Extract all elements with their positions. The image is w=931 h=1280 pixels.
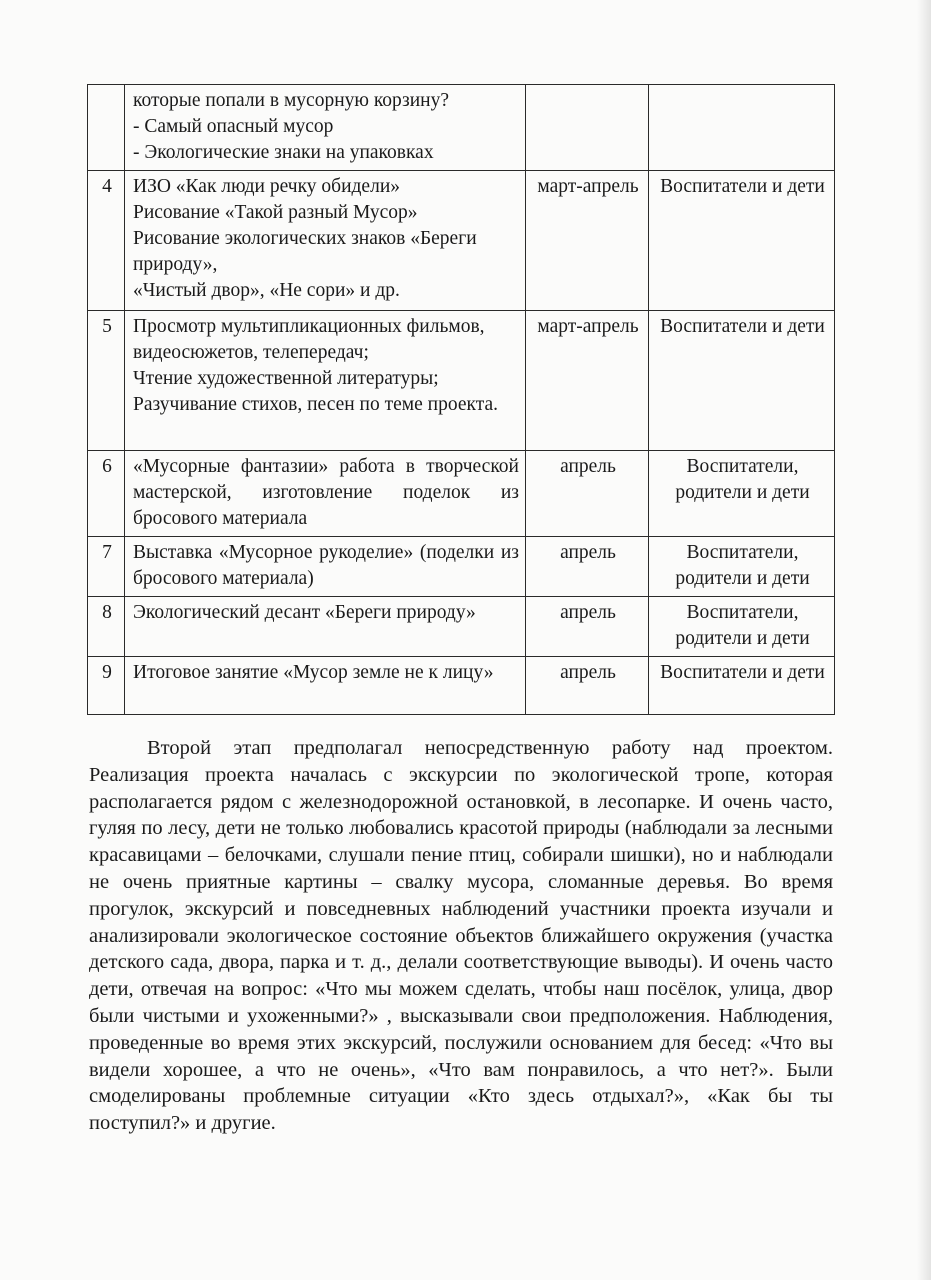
activity-line: Экологический десант «Береги природу» <box>133 602 476 623</box>
responsible-cell <box>649 85 835 171</box>
responsible-cell: Воспитатели и дети <box>649 657 835 715</box>
table-row <box>88 537 835 597</box>
responsible-cell: Воспитатели и дети <box>649 171 835 311</box>
date-cell: апрель <box>526 537 649 597</box>
date-cell: апрель <box>526 451 649 537</box>
activity-line: Разучивание стихов, песен по теме проекта. <box>133 394 498 415</box>
page-edge-shadow <box>917 0 931 1280</box>
row-number: 4 <box>88 171 125 311</box>
activity-cell <box>125 171 526 311</box>
responsible-cell: Воспитатели, родители и дети <box>649 597 835 657</box>
row-number <box>88 85 125 171</box>
row-number: 8 <box>88 597 125 657</box>
row-number: 9 <box>88 657 125 715</box>
activity-line: - Экологические знаки на упаковках <box>133 142 434 163</box>
table-row <box>88 171 835 311</box>
activity-line: ИЗО «Как люди речку обидели» <box>133 176 401 197</box>
activity-cell <box>125 597 526 657</box>
project-plan-table-body <box>88 85 835 715</box>
activity-line: Итоговое занятие «Мусор земле не к лицу» <box>133 662 494 683</box>
activity-line: Рисование «Такой разный Мусор» <box>133 202 418 223</box>
date-cell: апрель <box>526 597 649 657</box>
date-cell: апрель <box>526 657 649 715</box>
activity-line: Просмотр мультипликационных фильмов, видеосюжетов, телепередач; <box>133 316 485 363</box>
activity-cell <box>125 311 526 451</box>
activity-line: «Мусорные фантазии» работа в творческой мастерской, изготовление поделок из бросового материала <box>133 456 519 529</box>
responsible-cell: Воспитатели, родители и дети <box>649 537 835 597</box>
table-row <box>88 311 835 451</box>
responsible-cell: Воспитатели, родители и дети <box>649 451 835 537</box>
date-cell: март-апрель <box>526 311 649 451</box>
table-row <box>88 597 835 657</box>
row-number: 6 <box>88 451 125 537</box>
date-cell <box>526 85 649 171</box>
activity-line: Чтение художественной литературы; <box>133 368 439 389</box>
activity-cell <box>125 657 526 715</box>
row-number: 5 <box>88 311 125 451</box>
responsible-cell: Воспитатели и дети <box>649 311 835 451</box>
activity-cell <box>125 537 526 597</box>
activity-line: «Чистый двор», «Не сори» и др. <box>133 280 400 301</box>
table-row <box>88 451 835 537</box>
activity-cell <box>125 451 526 537</box>
table-row <box>88 85 835 171</box>
project-plan-table <box>87 84 835 715</box>
activity-cell <box>125 85 526 171</box>
activity-line: Выставка «Мусорное рукоделие» (поделки из бросового материала) <box>133 542 519 589</box>
activity-line: Рисование экологических знаков «Береги природу», <box>133 228 477 275</box>
stage-two-paragraph: Второй этап предполагал непосредственную работу над проектом. Реализация проекта началась с экскурсии по экологической тропе, которая располагается рядом с железнодорожной остановкой, в лесопарке. И очень часто, гуляя по лесу, дети не только любовались красотой природы (наблюдали за лесными красавицами – белочками, слушали пение птиц, собирали шишки), но и наблюдали не очень приятные картины – свалку мусора, сломанные деревья. Во время прогулок, экскурсий и повседневных наблюдений участники проекта изучали и анализировали экологическое состояние объектов ближайшего окружения (участка детского сада, двора, парка и т. д., делали соответствующие выводы). И очень часто дети, отвечая на вопрос: «Что мы можем сделать, чтобы наш посёлок, улица, двор были чистыми и ухоженными?» , высказывали свои предположения. Наблюдения, проведенные во время этих экскурсий, послужили основанием для бесед: «Что вы видели хорошее, а что не очень», «Что вам понравилось, а что нет?». Были смоделированы проблемные ситуации «Кто здесь отдыхал?», «Как бы ты поступил?» и другие. <box>89 737 833 1135</box>
date-cell: март-апрель <box>526 171 649 311</box>
row-number: 7 <box>88 537 125 597</box>
table-row <box>88 657 835 715</box>
activity-line: - Самый опасный мусор <box>133 116 334 137</box>
activity-line: которые попали в мусорную корзину? <box>133 90 450 111</box>
